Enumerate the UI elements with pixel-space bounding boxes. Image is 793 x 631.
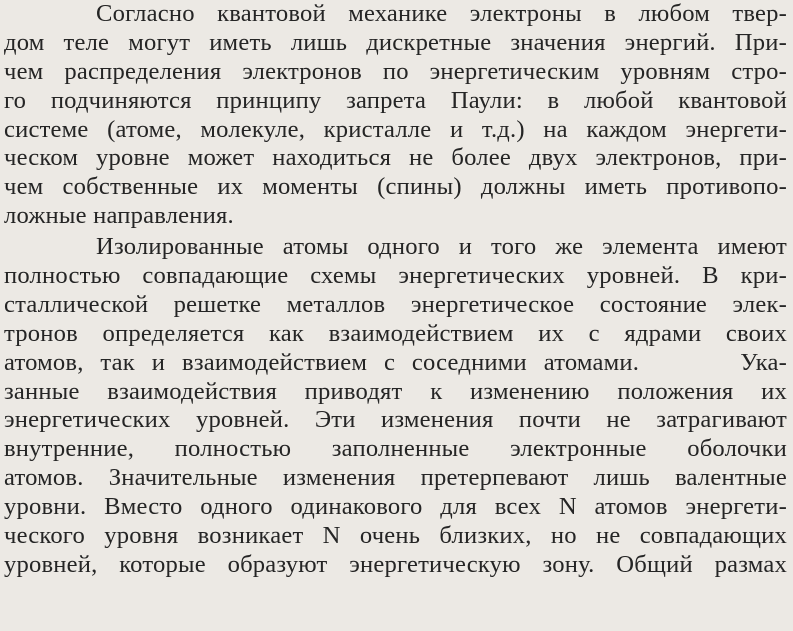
text-line: ложные направления.	[4, 202, 234, 230]
text-line: ческом уровне может находиться не более двух электронов, при-	[4, 144, 787, 172]
text-line: Изолированные атомы одного и того же элемента имеют	[96, 233, 787, 261]
paragraph-2	[4, 233, 787, 580]
paragraph-1	[4, 0, 787, 231]
text-line: Согласно квантовой механике электроны в любом твер-	[96, 0, 787, 27]
text-line: чем собственные их моменты (спины) должны иметь противопо-	[4, 173, 787, 201]
text-line: занные взаимодействия приводят к изменению положения их	[4, 377, 787, 405]
text-line: дом теле могут иметь лишь дискретные значения энергий. При-	[4, 28, 787, 56]
text-line: полностью совпадающие схемы энергетических уровней. В кри-	[4, 262, 787, 290]
text-line: чем распределения электронов по энергетическим уровням стро-	[4, 57, 787, 85]
text-line: системе (атоме, молекуле, кристалле и т.д.) на каждом энергети-	[4, 115, 787, 143]
document-body	[4, 0, 787, 580]
text-line: уровни. Вместо одного одинакового для всех N атомов энергети-	[4, 493, 787, 521]
text-line: уровней, которые образуют энергетическую зону. Общий размах	[4, 550, 787, 578]
text-line: энергетических уровней. Эти изменения почти не затрагивают	[4, 406, 787, 434]
text-line: сталлической решетке металлов энергетическое состояние элек-	[4, 290, 787, 318]
text-line: атомов. Значительные изменения претерпевают лишь валентные	[4, 464, 787, 492]
text-line: го подчиняются принципу запрета Паули: в любой квантовой	[4, 86, 787, 114]
text-line: ческого уровня возникает N очень близких, но не совпадающих	[4, 522, 787, 550]
text-line: внутренние, полностью заполненные электронные оболочки	[4, 435, 787, 463]
text-line: тронов определяется как взаимодействием их с ядрами своих	[4, 319, 787, 347]
text-line: атомов, так и взаимодействием с соседними атомами. Ука-	[4, 348, 787, 376]
